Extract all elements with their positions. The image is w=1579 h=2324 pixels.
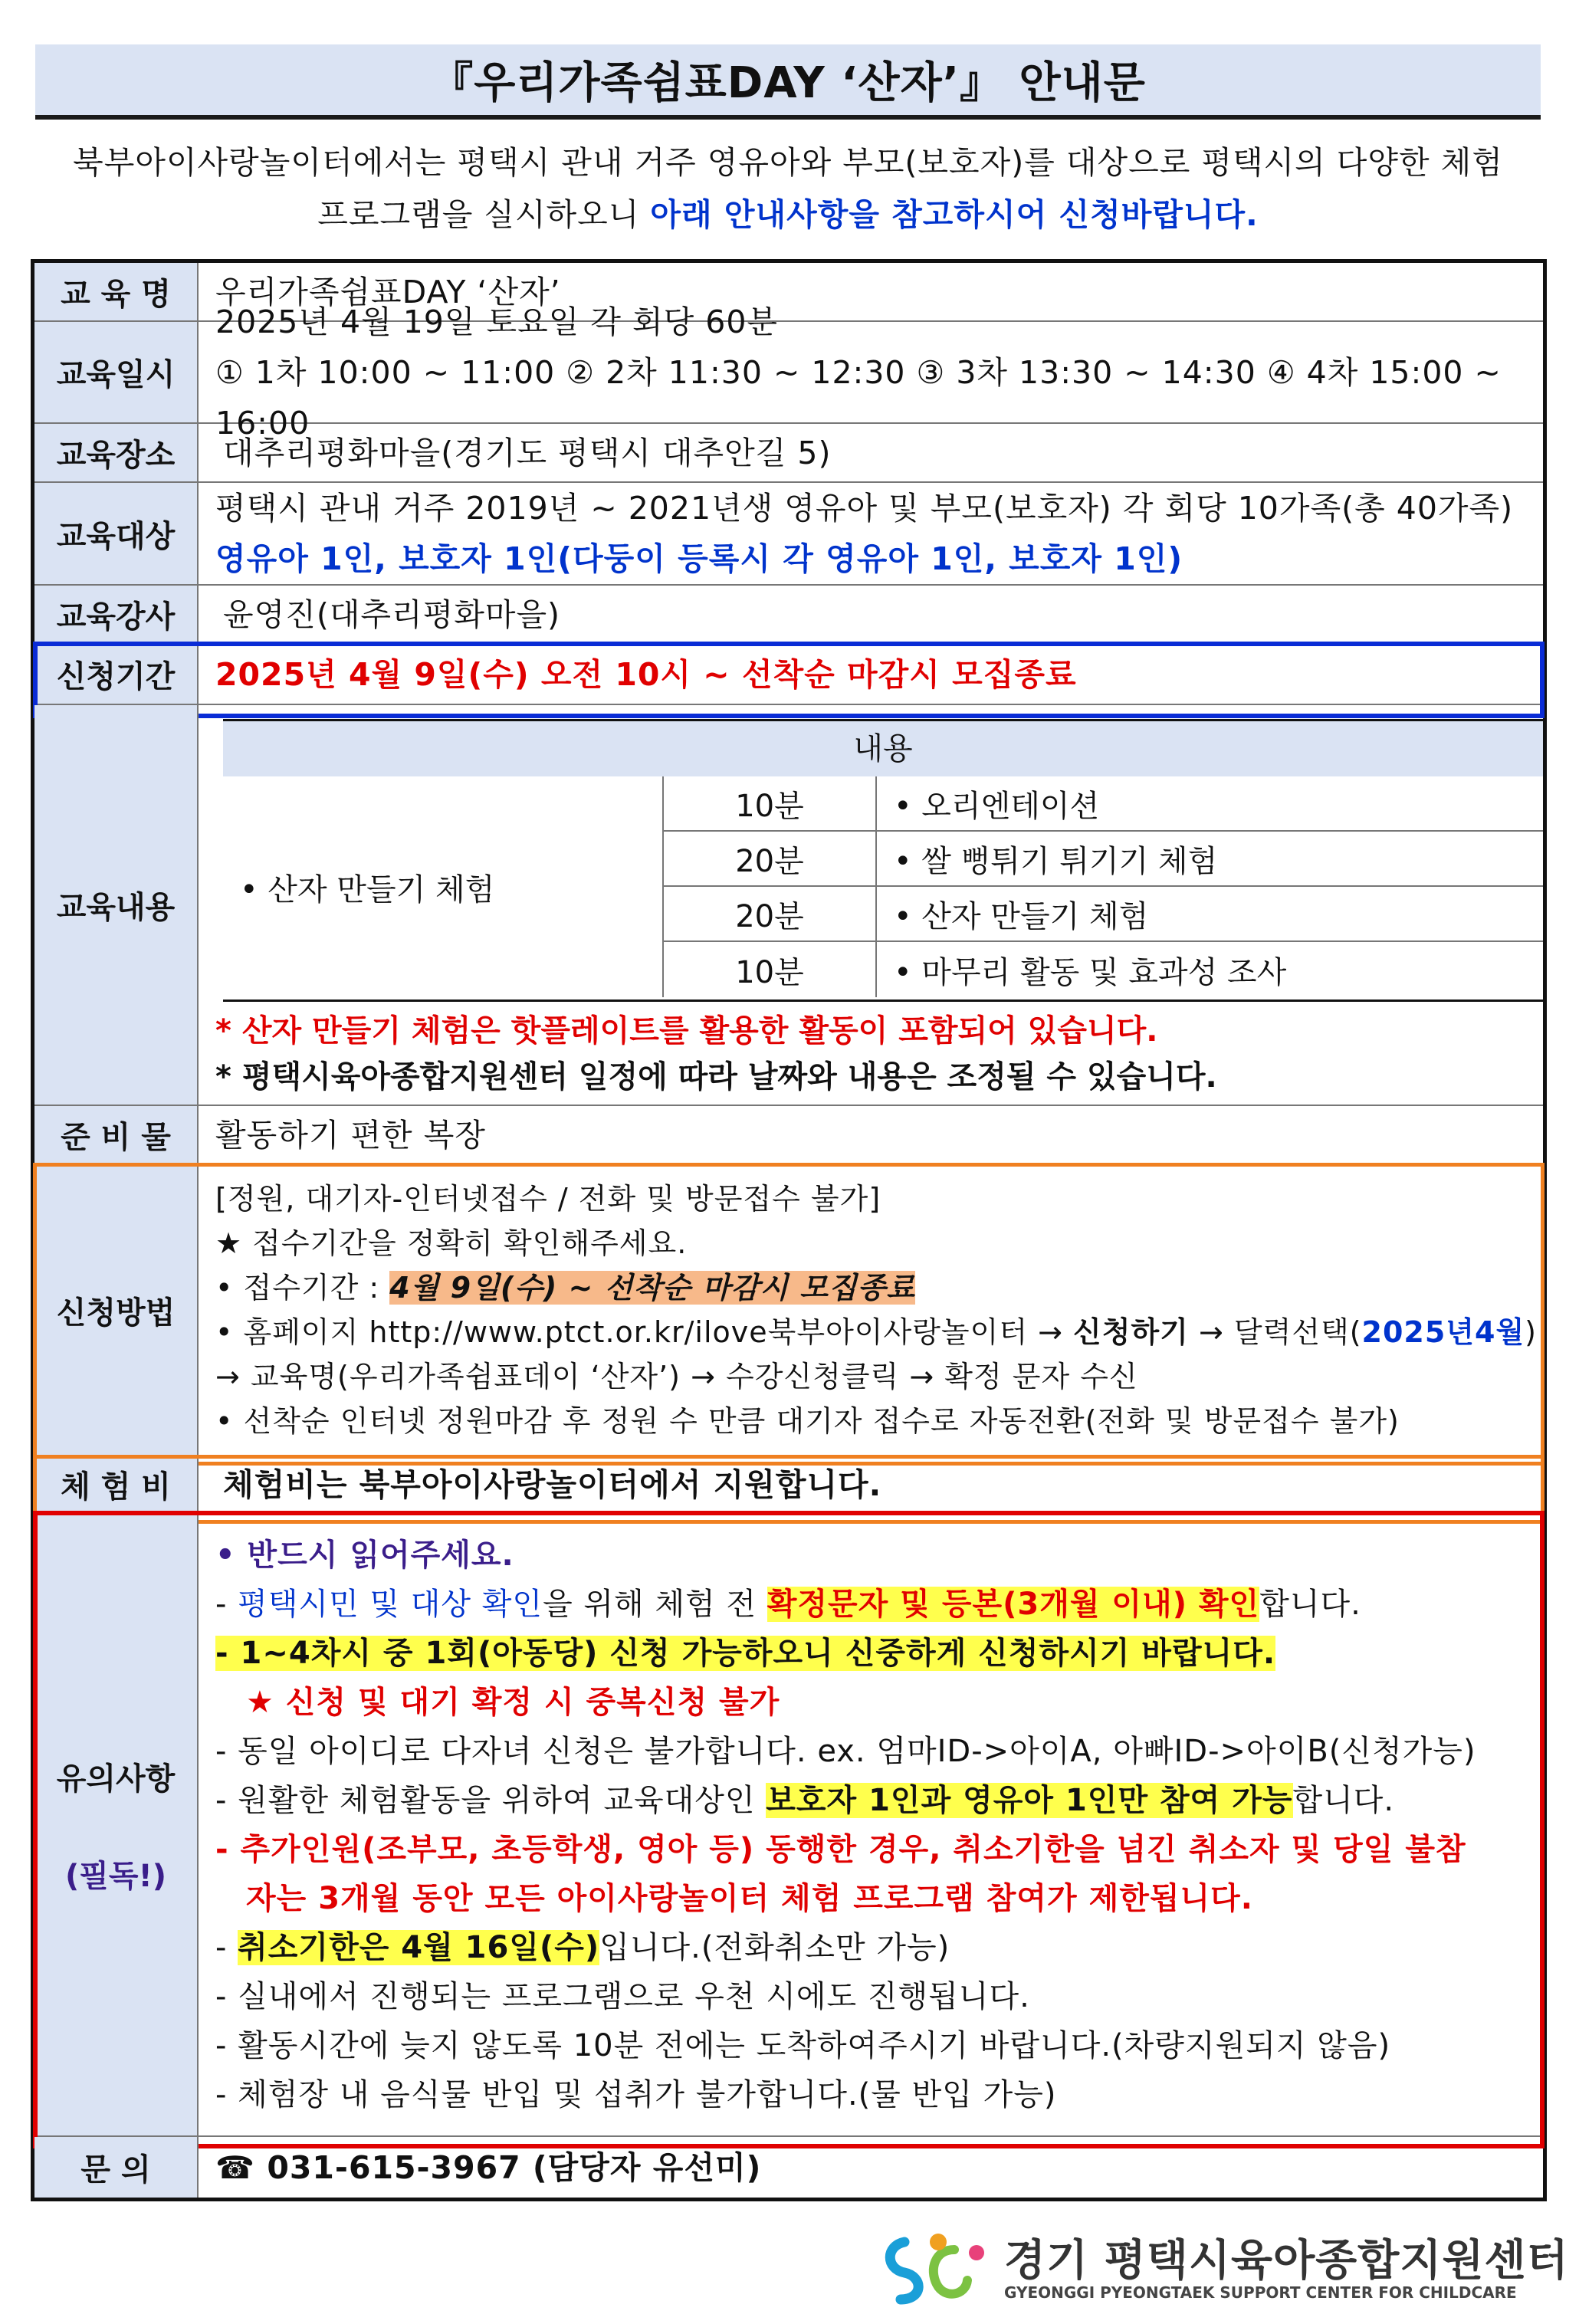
- method-month: 2025년4월: [1361, 1315, 1525, 1349]
- label-method: 신청방법: [34, 1165, 199, 1455]
- center-name-en: GYEONGGI PYEONGTAEK SUPPORT CENTER FOR CHILDCARE: [1004, 2283, 1517, 2302]
- label-place: 교육장소: [34, 424, 199, 481]
- method-line-3: [215, 1265, 1528, 1310]
- label-name: 교 육 명: [34, 263, 199, 320]
- caution-must-read: • 반드시 읽어주세요.: [215, 1537, 514, 1573]
- value-datetime: [215, 303, 1528, 441]
- caution-item-1-mid: 을 위해 체험 전: [543, 1586, 767, 1622]
- label-datetime: 교육일시: [34, 322, 199, 422]
- info-table: [31, 259, 1547, 2201]
- method-period-highlight: 4월 9일(수) ~ 선착순 마감시 모집종료: [389, 1271, 916, 1305]
- label-period: 신청기간: [34, 645, 199, 704]
- schedule-time: 10분: [664, 776, 877, 832]
- caution-item-2: [215, 1629, 1528, 1678]
- value-fee: 체험비는 북부아이사랑놀이터에서 지원합니다.: [223, 1466, 882, 1503]
- row-target: [34, 483, 1543, 586]
- datetime-line-1: 2025년 4월 19일 토요일 각 회당 60분: [215, 303, 779, 340]
- value-contact: ☎ 031-615-3967 (담당자 유선미): [215, 2148, 762, 2186]
- content-header: 내용: [223, 721, 1543, 776]
- schedule-activity: • 오리엔테이션: [877, 776, 1543, 832]
- label-content: 교육내용: [34, 705, 199, 1105]
- caution-must-read-label: (필독!): [64, 1858, 167, 1894]
- method-period-label: • 접수기간 :: [215, 1271, 390, 1305]
- caution-verify-target: 평택시민 및 대상 확인: [238, 1586, 543, 1622]
- caution-item-5-pre: - 원활한 체험활동을 위하여 교육대상인: [215, 1782, 767, 1818]
- schedule-activity: • 마무리 활동 및 효과성 조사: [894, 954, 1287, 990]
- value-name: 우리가족쉼표DAY ‘산자’: [215, 273, 561, 310]
- label-target: 교육대상: [34, 483, 199, 584]
- method-calendar-step: → 달력선택(: [1188, 1315, 1362, 1349]
- method-line-4: [215, 1310, 1537, 1354]
- row-contact: [34, 2137, 1543, 2198]
- caution-one-session-rule: - 1~4차시 중 1회(아동당) 신청 가능하오니 신중하게 신청하시기 바랍니다.: [215, 1635, 1276, 1671]
- caution-cancel-deadline: 취소기한은 4월 16일(수): [238, 1929, 600, 1965]
- content-note-1: * 산자 만들기 체험은 핫플레이트를 활용한 활동이 포함되어 있습니다.: [215, 1013, 1158, 1049]
- caution-item-7: [215, 1923, 1528, 1972]
- value-instructor: 윤영진(대추리평화마을): [223, 596, 561, 633]
- intro-line-2-emphasis: 아래 안내사항을 참고하시어 신청바랍니다.: [650, 196, 1259, 233]
- label-fee: 체 험 비: [34, 1456, 199, 1512]
- value-target: [215, 483, 1528, 584]
- datetime-line-2: ① 1차 10:00 ~ 11:00 ② 2차 11:30 ~ 12:30 ③ 3차 13:30 ~ 14:30 ④ 4차 15:00 ~ 16:00: [215, 353, 1502, 441]
- caution-item-4: - 동일 아이디로 다자녀 신청은 불가합니다. ex. 엄마ID->아이A, 아빠ID->아이B(신청가능): [215, 1733, 1476, 1769]
- row-fee: [34, 1456, 1543, 1514]
- content-table: [223, 719, 1543, 1002]
- schedule-time: 20분: [664, 887, 877, 942]
- caution-dash: -: [215, 1929, 238, 1965]
- caution-item-10: - 체험장 내 음식물 반입 및 섭취가 불가합니다.(물 반입 가능): [215, 2076, 1057, 2112]
- caution-item-8: - 실내에서 진행되는 프로그램으로 우천 시에도 진행됩니다.: [215, 1978, 1030, 2014]
- row-caution: [34, 1514, 1543, 2137]
- method-line-2: ★ 접수기간을 정확히 확인해주세요.: [215, 1226, 688, 1260]
- method-apply-step: 신청하기: [1073, 1315, 1189, 1349]
- center-logo: [881, 2227, 1569, 2311]
- schedule-time: 10분: [664, 942, 877, 997]
- caution-item-5-end: 합니다.: [1292, 1782, 1395, 1818]
- intro-line-1: 북부아이사랑놀이터에서는 평택시 관내 거주 영유아와 부모(보호자)를 대상으로 평택시의 다양한 체험: [73, 144, 1503, 181]
- method-line-5: → 교육명(우리가족쉼표데이 ‘산자’) → 수강신청클릭 → 확정 문자 수신: [215, 1360, 1138, 1393]
- label-prep: 준 비 물: [34, 1106, 199, 1164]
- caution-item-3: ★ 신청 및 대기 확정 시 중복신청 불가: [246, 1684, 780, 1720]
- content-note-2: * 평택시육아종합지원센터 일정에 따라 날짜와 내용은 조정될 수 있습니다.: [215, 1059, 1217, 1095]
- intro-text: [35, 136, 1541, 241]
- row-method: [34, 1165, 1543, 1456]
- caution-item-6b: 자는 3개월 동안 모든 아이사랑놀이터 체험 프로그램 참여가 제한됩니다.: [246, 1880, 1253, 1916]
- intro-line-2-plain: 프로그램을 실시하오니: [317, 196, 651, 233]
- schedule-time: 20분: [664, 832, 877, 887]
- caution-item-5: [215, 1776, 1528, 1825]
- value-period: 2025년 4월 9일(수) 오전 10시 ~ 선착순 마감시 모집종료: [215, 655, 1077, 693]
- value-prep: 활동하기 편한 복장: [215, 1116, 486, 1154]
- schedule-activity: • 산자 만들기 체험: [877, 887, 1543, 942]
- caution-item-6a: - 추가인원(조부모, 초등학생, 영아 등) 동행한 경우, 취소기한을 넘긴 취소자 및 당일 불참: [215, 1831, 1466, 1867]
- method-paren: ): [1525, 1315, 1537, 1349]
- caution-item-1-end: 합니다.: [1259, 1586, 1361, 1622]
- label-instructor: 교육강사: [34, 586, 199, 643]
- value-method: [215, 1165, 1537, 1455]
- caution-label: 유의사항: [56, 1761, 176, 1797]
- page-title: 『우리가족쉼표DAY ‘산자’』 안내문: [35, 44, 1541, 120]
- method-line-6: • 선착순 인터넷 정원마감 후 정원 수 만큼 대기자 접수로 자동전환(전화 및 방문접수 불가): [215, 1404, 1400, 1438]
- caution-document-check: 확정문자 및 등본(3개월 이내) 확인: [767, 1586, 1260, 1622]
- row-period: [34, 645, 1543, 705]
- label-contact: 문 의: [34, 2137, 199, 2198]
- caution-dash: -: [215, 1586, 238, 1622]
- target-line-1: 평택시 관내 거주 2019년 ~ 2021년생 영유아 및 부모(보호자) 각 회당 10가족(총 40가족): [215, 490, 1514, 527]
- caution-item-7-end: 입니다.(전화취소만 가능): [599, 1929, 950, 1965]
- method-homepage-url: • 홈페이지 http://www.ptct.or.kr/ilove북부아이사랑놀이터 →: [215, 1315, 1074, 1349]
- center-logo-icon: [881, 2227, 996, 2307]
- content-program: • 산자 만들기 체험: [223, 776, 664, 997]
- row-prep: [34, 1106, 1543, 1165]
- caution-item-1: [215, 1580, 1528, 1629]
- center-name-ko: 경기 평택시육아종합지원센터: [1004, 2236, 1569, 2286]
- method-line-1: [정원, 대기자-인터넷접수 / 전화 및 방문접수 불가]: [215, 1182, 881, 1216]
- label-caution: [34, 1514, 199, 2135]
- intro-line-2: [35, 189, 1541, 241]
- target-line-2: 영유아 1인, 보호자 1인(다둥이 등록시 각 영유아 1인, 보호자 1인): [215, 540, 1183, 577]
- row-datetime: [34, 303, 1543, 441]
- value-place: 대추리평화마을(경기도 평택시 대추안길 5): [223, 434, 832, 471]
- schedule-activity: • 쌀 뻥튀기 튀기기 체험: [877, 832, 1543, 887]
- row-instructor: [34, 586, 1543, 645]
- caution-item-9: - 활동시간에 늦지 않도록 10분 전에는 도착하여주시기 바랍니다.(차량지원되지 않음): [215, 2027, 1391, 2063]
- caution-participants-rule: 보호자 1인과 영유아 1인만 참여 가능: [766, 1782, 1293, 1818]
- value-caution: [215, 1514, 1528, 2135]
- row-content: [34, 705, 1543, 1106]
- row-place: [34, 424, 1543, 483]
